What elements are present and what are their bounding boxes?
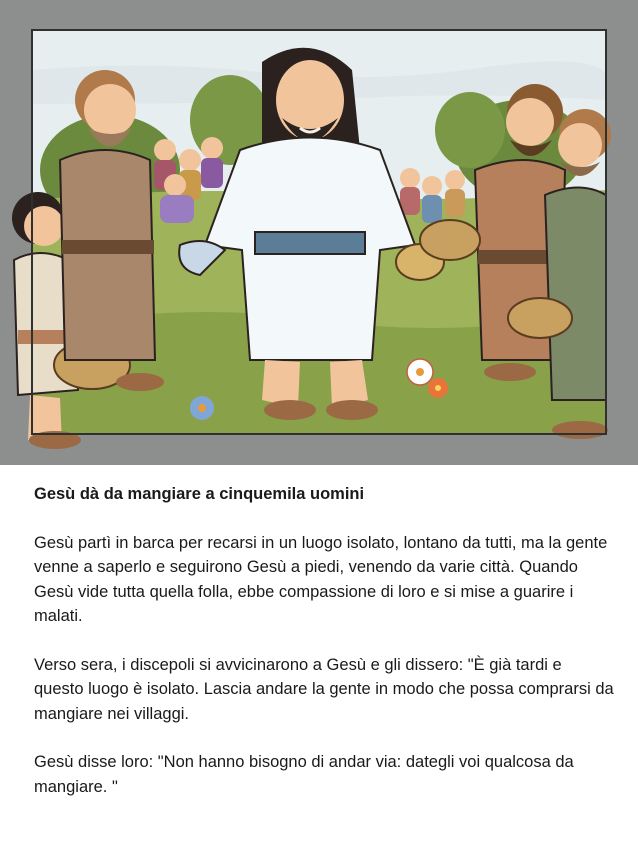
tree-mid-right	[435, 92, 505, 168]
flower-white-icon	[407, 359, 433, 385]
story-paragraph-2: Verso sera, i discepoli si avvicinarono a Gesù e gli dissero: "È già tardi e questo luogo è isolato. Lascia andare la gente in modo che possa comprarsi da mangiare nei villaggi.	[34, 655, 614, 723]
flower-blue-icon	[190, 396, 214, 420]
crowd-right	[400, 168, 465, 223]
story-paragraph-1: Gesù partì in barca per recarsi in un luogo isolato, lontano da tutti, ma la gente venne a saperlo e seguirono Gesù a piedi, venendo da varie città. Quando Gesù vide tutta quella folla, ebbe compassione di loro e si mise a guarire i malati.	[34, 533, 608, 625]
story-title: Gesù dà da mangiare a cinquemila uomini	[34, 485, 365, 503]
flower-orange-icon	[428, 378, 448, 398]
story-paragraph-3: Gesù disse loro: "Non hanno bisogno di andar via: dategli voi qualcosa da mangiare. "	[34, 753, 574, 796]
story-text	[34, 482, 614, 823]
